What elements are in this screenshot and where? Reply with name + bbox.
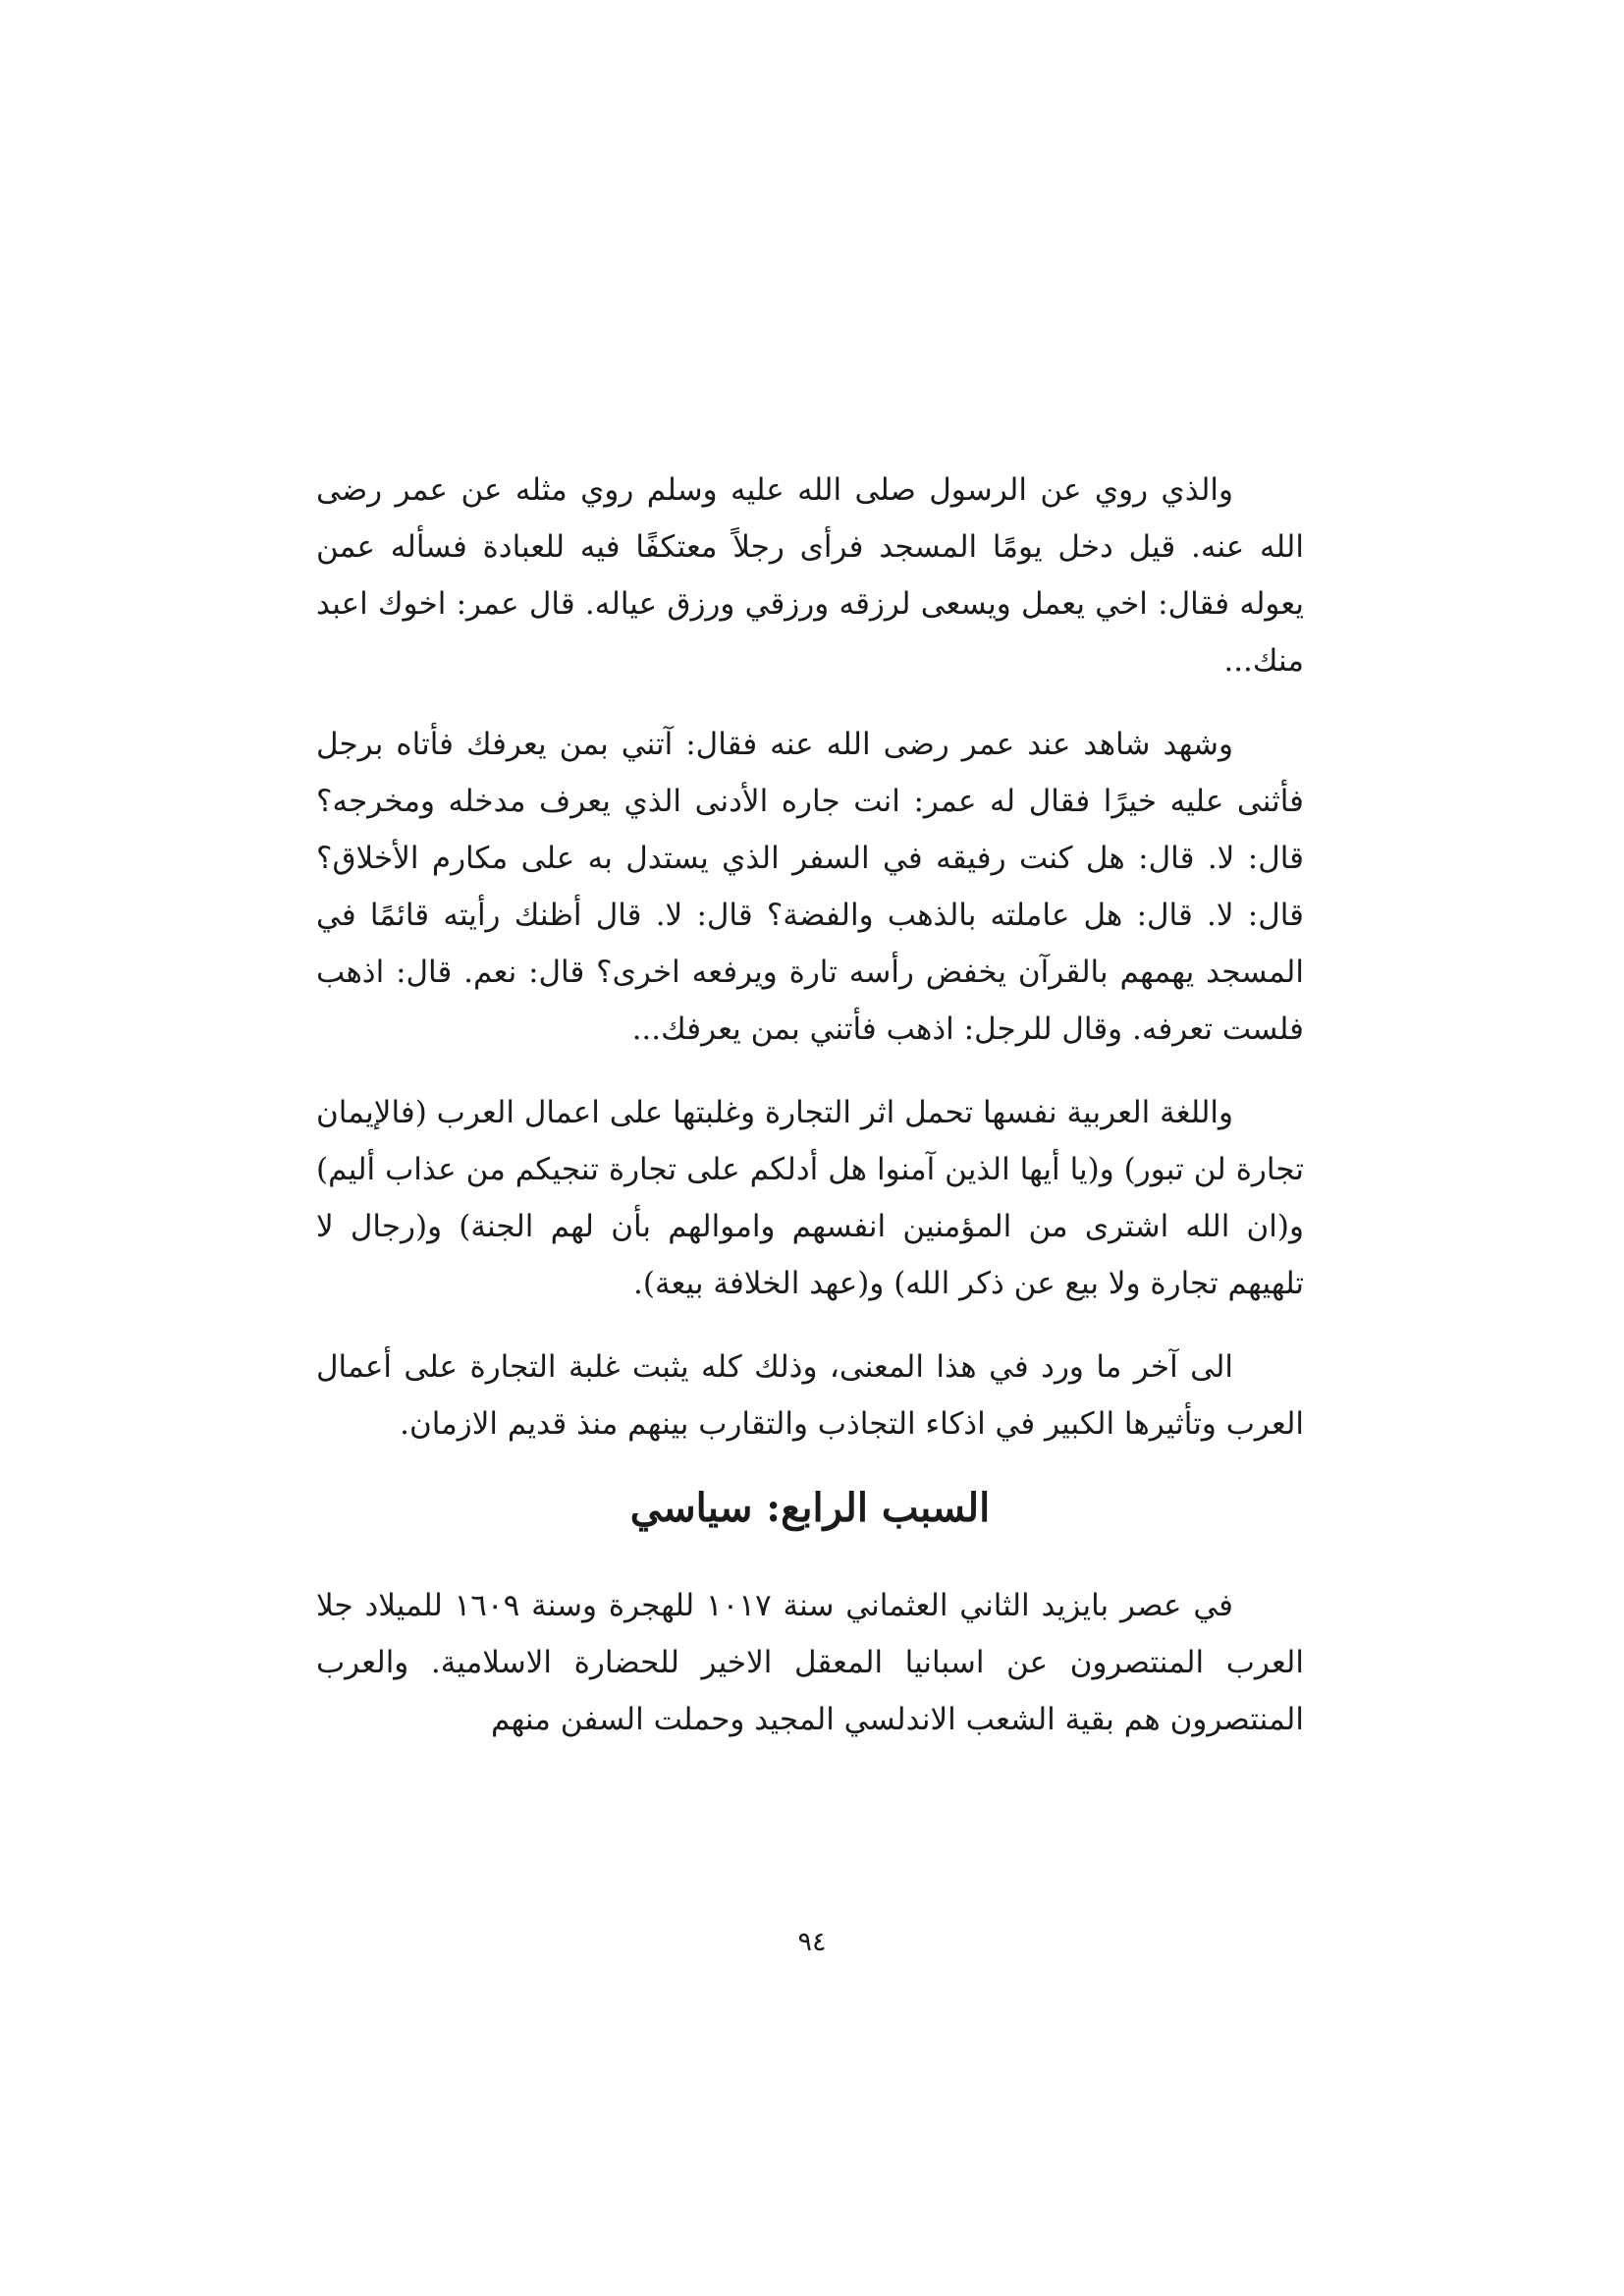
body-text (316, 462, 1304, 1775)
paragraph-political-reason: في عصر بايزيد الثاني العثماني سنة ١٠١٧ للهجرة وسنة ١٦٠٩ للميلاد جلا العرب المنتصرون عن اسبانيا المعقل الاخير للحضارة الاسلامية. والعرب المنتصرون هم بقية الشعب الاندلسي المجيد وحملت السفن منهم (316, 1588, 1304, 1737)
paragraph-trade-conclusion: الى آخر ما ورد في هذا المعنى، وذلك كله يثبت غلبة التجارة على أعمال العرب وتأثيرها الكبير في اذكاء التجاذب والتقارب بينهم منذ قديم الازمان. (316, 1349, 1304, 1442)
paragraph-hadith-omar: والذي روي عن الرسول صلى الله عليه وسلم روي مثله عن عمر رضى الله عنه. قيل دخل يومًا المسجد فرأى رجلاً معتكفًا فيه للعبادة فسأله عمن يعوله فقال: اخي يعمل ويسعى لرزقه ورزقي ورزق عياله. قال عمر: اخوك اعبد منك... (316, 472, 1304, 679)
page-number: ٩٤ (797, 1927, 827, 1957)
section-heading: السبب الرابع: سياسي (629, 1485, 991, 1531)
paragraph-witness-story: وشهد شاهد عند عمر رضى الله عنه فقال: آتني بمن يعرفك فأتاه برجل فأثنى عليه خيرًا فقال له عمر: انت جاره الأدنى الذي يعرف مدخله ومخرجه؟ قال: لا. قال: هل كنت رفيقه في السفر الذي يستدل به على مكارم الأخلاق؟ قال: لا. قال: هل عاملته بالذهب والفضة؟ قال: لا. قال أظنك رأيته قائمًا في المسجد يهمهم بالقرآن يخفض رأسه تارة ويرفعه اخرى؟ قال: نعم. قال: اذهب فلست تعرفه. وقال للرجل: اذهب فأتني بمن يعرفك... (316, 727, 1305, 1047)
paragraph-arabic-language-trade: واللغة العربية نفسها تحمل اثر التجارة وغلبتها على اعمال العرب (فالإيمان تجارة لن تبور) و(يا أيها الذين آمنوا هل أدلكم على تجارة تنجيكم من عذاب أليم) و(ان الله اشترى من المؤمنين انفسهم واموالهم بأن لهم الجنة) و(رجال لا تلهيهم تجارة ولا بيع عن ذكر الله) و(عهد الخلافة بيعة). (316, 1095, 1304, 1301)
